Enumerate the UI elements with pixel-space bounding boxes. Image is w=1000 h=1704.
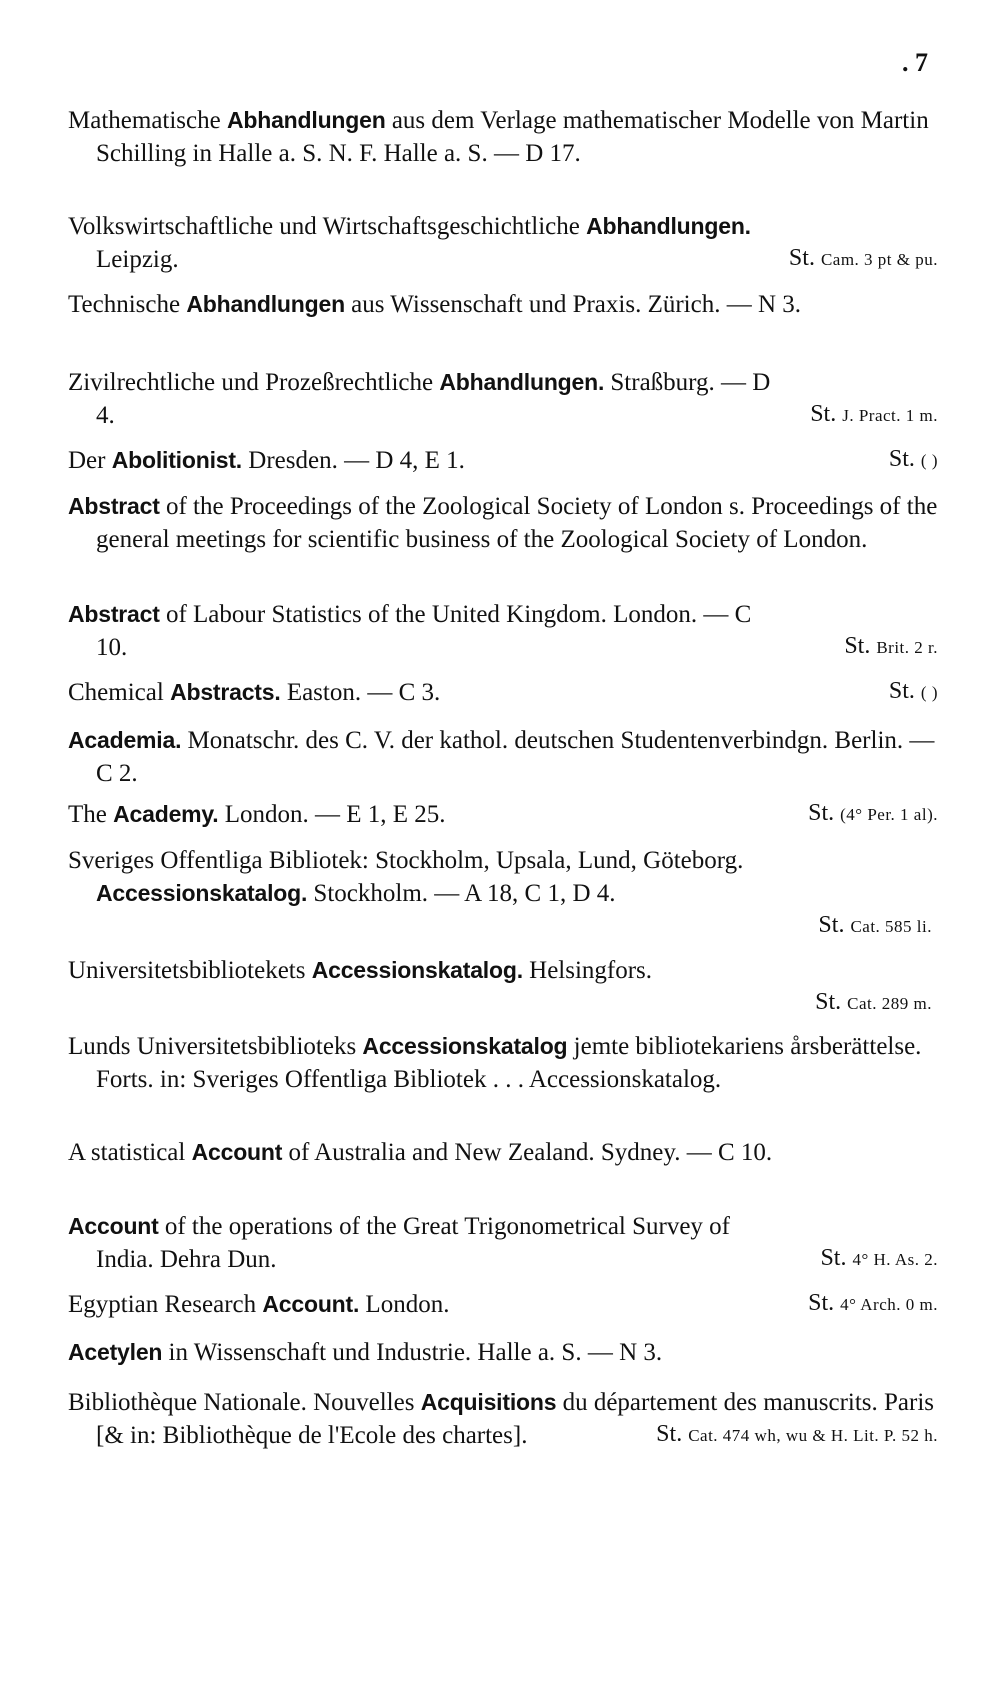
shelf-prefix: St.: [656, 1421, 683, 1447]
shelf-mark: [789, 242, 938, 276]
entry-post: of the operations of the Great Trigonometrical Survey of India. Dehra Dun.: [96, 1213, 731, 1273]
entry-keyword: Acetylen: [68, 1339, 163, 1365]
shelf-code: Cam. 3 pt & pu.: [820, 250, 938, 269]
entry-text: [68, 444, 938, 477]
entry-keyword: Account: [68, 1213, 159, 1239]
catalog-entry: [68, 1030, 938, 1096]
catalog-entry: [68, 1336, 938, 1369]
shelf-prefix: St.: [820, 1245, 847, 1271]
entry-text: [68, 1030, 938, 1096]
entry-post: aus Wissenschaft und Praxis. Zürich. — N 3.: [344, 291, 802, 318]
shelf-prefix: St.: [808, 800, 835, 826]
shelf-mark: [68, 910, 938, 942]
entry-post: Stockholm. — A 18, C 1, D 4.: [307, 880, 616, 907]
entry-pre: Sveriges Offentliga Bibliotek: Stockholm, Upsala, Lund, Göteborg.: [68, 847, 744, 874]
catalog-entry: [68, 844, 938, 942]
entry-pre: Bibliothèque Nationale. Nouvelles: [68, 1389, 421, 1416]
entry-keyword: Abhandlungen.: [439, 369, 605, 395]
page-number: . 7: [902, 48, 928, 77]
entry-text: [68, 366, 938, 432]
entry-keyword: Account.: [262, 1291, 360, 1317]
entry-post: London. — E 1, E 25.: [218, 801, 446, 828]
catalog-entry: [68, 490, 938, 556]
entry-text: [68, 490, 938, 556]
entry-text: [68, 104, 938, 170]
catalog-entry: [68, 1288, 938, 1321]
entry-post: London.: [359, 1291, 450, 1318]
entry-post: du département des manuscrits. Paris [& in: Bibliothèque de l'Ecole des chartes].: [96, 1389, 935, 1449]
entry-text: [68, 954, 938, 987]
catalog-entry: [68, 724, 938, 790]
shelf-code: Brit. 2 r.: [876, 638, 938, 657]
shelf-code: Cat. 289 m.: [847, 994, 932, 1013]
entry-pre: Mathematische: [68, 107, 227, 134]
entry-post: Monatschr. des C. V. der kathol. deutschen Studentenverbindgn. Berlin. — C 2.: [96, 727, 935, 787]
entry-pre: Der: [68, 447, 112, 474]
entry-post: of the Proceedings of the Zoological Society of London s. Proceedings of the general meetings for scientific business of the Zoological Society of London.: [96, 493, 938, 553]
catalog-entry: [68, 366, 938, 432]
entry-keyword: Accessionskatalog: [362, 1033, 568, 1059]
entry-pre: Universitetsbibliotekets: [68, 957, 312, 984]
shelf-code: J. Pract. 1 m.: [842, 406, 938, 425]
shelf-prefix: St.: [788, 245, 815, 271]
entry-text: [68, 844, 938, 910]
entry-keyword: Accessionskatalog.: [311, 957, 523, 983]
entry-pre: Lunds Universitetsbiblioteks: [68, 1033, 363, 1060]
entry-keyword: Account: [191, 1139, 283, 1165]
shelf-mark: [808, 797, 938, 831]
catalog-entry: [68, 598, 938, 664]
entry-keyword: Accessionskatalog.: [96, 880, 308, 906]
catalog-entry: [68, 1136, 938, 1169]
entry-text: [68, 724, 938, 790]
shelf-prefix: St.: [818, 912, 845, 938]
catalog-entry: [68, 954, 938, 1019]
entry-post: in Wissenschaft und Industrie. Halle a. S. — N 3.: [162, 1339, 663, 1366]
entry-text: [68, 598, 938, 664]
entry-keyword: Academia.: [68, 727, 182, 753]
shelf-mark: [820, 1242, 938, 1276]
entry-text: [68, 1210, 938, 1276]
entry-pre: Volkswirtschaftliche und Wirtschaftsgeschichtliche: [68, 213, 587, 240]
shelf-prefix: St.: [810, 401, 837, 427]
shelf-mark: [844, 630, 938, 664]
entry-pre: Zivilrechtliche und Prozeßrechtliche: [68, 369, 440, 396]
entry-pre: The: [68, 801, 114, 828]
entry-keyword: Academy.: [113, 801, 219, 827]
catalog-entry: [68, 1210, 938, 1276]
shelf-prefix: St.: [815, 989, 842, 1015]
entry-text: [68, 676, 938, 709]
entry-post: of Australia and New Zealand. Sydney. — C 10.: [282, 1139, 773, 1166]
entry-pre: Chemical: [68, 679, 171, 706]
entry-pre: Egyptian Research: [68, 1291, 263, 1318]
entry-keyword: Abstracts.: [170, 679, 281, 705]
entry-pre: Technische: [68, 291, 187, 318]
entry-post: Straßburg. — D 4.: [96, 369, 771, 429]
entry-keyword: Abstract: [68, 493, 160, 519]
entry-keyword: Abhandlungen.: [586, 213, 751, 239]
shelf-code: 4° H. As. 2.: [852, 1250, 938, 1269]
shelf-mark: [810, 398, 938, 432]
shelf-prefix: St.: [888, 678, 915, 704]
entry-post: Helsingfors.: [522, 957, 653, 984]
entry-pre: A statistical: [68, 1139, 192, 1166]
catalog-entry: [68, 444, 938, 477]
entry-post: of Labour Statistics of the United Kingdom. London. — C 10.: [96, 601, 752, 661]
shelf-prefix: St.: [844, 633, 871, 659]
shelf-mark: [889, 443, 938, 477]
shelf-prefix: St.: [888, 446, 915, 472]
shelf-mark: [68, 987, 938, 1019]
shelf-prefix: St.: [808, 1290, 835, 1316]
shelf-code: Cat. 474 wh, wu & H. Lit. P. 52 h.: [688, 1426, 938, 1445]
catalog-entry: [68, 104, 938, 170]
entry-post: Leipzig.: [96, 246, 179, 273]
entry-post: Easton. — C 3.: [280, 679, 441, 706]
entry-post: Dresden. — D 4, E 1.: [242, 447, 465, 474]
shelf-mark: [808, 1287, 938, 1321]
entry-keyword: Abhandlungen: [226, 107, 386, 133]
shelf-code: Cat. 585 li.: [850, 917, 932, 936]
entry-post: jemte bibliotekariens årsberättelse. Forts. in: Sveriges Offentliga Bibliotek . . . Accessionskatalog.: [96, 1033, 922, 1093]
shelf-mark: [889, 675, 938, 709]
shelf-code: (4° Per. 1 al).: [840, 805, 938, 824]
entry-keyword: Abolitionist.: [111, 447, 243, 473]
catalog-entry: [68, 1386, 938, 1452]
shelf-mark: [656, 1418, 938, 1452]
catalog-entry: [68, 798, 938, 831]
entry-text: [68, 288, 938, 321]
shelf-code: ( ): [920, 451, 938, 470]
entry-keyword: Abstract: [68, 601, 160, 627]
entry-keyword: Acquisitions: [420, 1389, 557, 1415]
entry-text: [68, 1136, 938, 1169]
shelf-code: 4° Arch. 0 m.: [840, 1295, 938, 1314]
entry-keyword: Abhandlungen: [186, 291, 345, 317]
catalog-entry: [68, 210, 938, 276]
catalog-entry: [68, 676, 938, 709]
entry-text: [68, 1336, 938, 1369]
shelf-code: ( ): [920, 683, 938, 702]
catalog-entry: [68, 288, 938, 321]
entry-post: aus dem Verlage mathematischer Modelle von Martin Schilling in Halle a. S. N. F. Halle a. S. — D 17.: [96, 107, 929, 167]
